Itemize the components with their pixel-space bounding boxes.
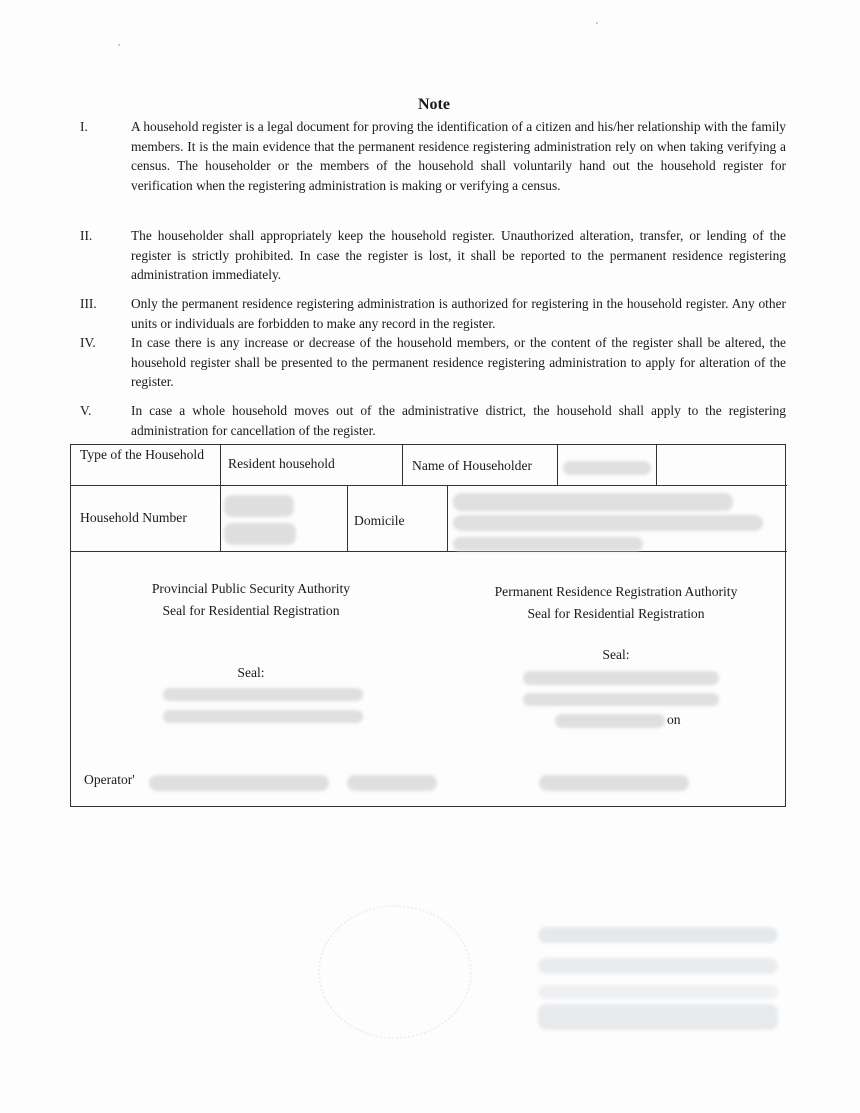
household-number-label: Household Number <box>80 510 187 525</box>
household-type-value: Resident household <box>228 456 335 471</box>
residence-registration-seal-heading <box>451 581 781 625</box>
operator-redacted <box>149 775 329 791</box>
scan-speck <box>596 22 598 24</box>
domicile-redacted <box>453 515 763 531</box>
seal-heading-line: Seal for Residential Registration <box>527 606 705 621</box>
scan-speck <box>118 44 120 46</box>
seal-heading-line: Permanent Residence Registration Authority <box>494 584 738 599</box>
residence-seal-tail: on <box>667 712 681 727</box>
note-number: V. <box>80 403 92 418</box>
translator-block-redacted <box>538 1004 778 1030</box>
table-divider <box>347 485 348 551</box>
public-security-seal-redacted <box>163 688 363 701</box>
table-divider <box>402 445 403 485</box>
residence-seal-redacted <box>523 671 719 685</box>
table-divider <box>71 485 787 486</box>
translator-block-redacted <box>538 985 778 999</box>
public-security-seal-heading <box>111 578 391 622</box>
householder-name-redacted <box>563 461 651 475</box>
operator-redacted <box>539 775 689 791</box>
note-text: The householder shall appropriately keep the household register. Unauthorized alteration, transfer, or lending of the register is strictly prohibited. In case the register is lost, it shall be reported to the permanent residence registering administration immediately. <box>131 228 786 282</box>
domicile-redacted <box>453 493 733 511</box>
note-number: III. <box>80 296 97 311</box>
table-divider <box>447 485 448 551</box>
household-number-redacted <box>224 495 294 517</box>
note-item <box>80 117 786 195</box>
domicile-redacted <box>453 537 643 551</box>
note-text: A household register is a legal document for proving the identification of a citizen and his/her relationship with the family members. It is the main evidence that the permanent residence registering administration rely on when taking verifying a census. The householder or the members of the household shall voluntarily hand out the household register for verification when the registering administration is making or verifying a census. <box>131 119 786 193</box>
public-security-seal-redacted <box>163 710 363 723</box>
householder-name-label: Name of Householder <box>412 458 533 473</box>
note-item <box>80 226 786 285</box>
domicile-label: Domicile <box>354 513 405 528</box>
table-divider <box>220 445 221 551</box>
note-number: IV. <box>80 335 96 350</box>
note-text: In case there is any increase or decrease of the household members, or the content of the register shall be altered, the household register shall be presented to the permanent residence registering administration to apply for alteration of the register. <box>131 335 786 389</box>
table-divider <box>71 551 787 552</box>
seal-heading-line: Provincial Public Security Authority <box>151 581 351 596</box>
page-title: Note <box>418 96 450 113</box>
note-text: Only the permanent residence registering administration is authorized for registering in the household register. Any other units or individuals are forbidden to make any record in the register. <box>131 296 786 331</box>
table-divider <box>656 445 657 485</box>
seal-label: Seal: <box>237 665 265 680</box>
residence-seal-redacted <box>555 714 665 728</box>
household-type-label: Type of the Household <box>80 447 205 462</box>
note-item <box>80 401 786 440</box>
note-text: In case a whole household moves out of the administrative district, the household shall apply to the registering administration for cancellation of the register. <box>131 403 786 438</box>
household-number-redacted <box>224 523 296 545</box>
note-number: II. <box>80 228 93 243</box>
operator-redacted <box>347 775 437 791</box>
note-item <box>80 294 786 333</box>
seal-label: Seal: <box>602 647 630 662</box>
seal-heading-line: Seal for Residential Registration <box>162 603 340 618</box>
table-divider <box>557 445 558 485</box>
household-table <box>70 444 786 807</box>
faint-seal-stamp <box>318 905 472 1039</box>
note-item <box>80 333 786 392</box>
translator-block-redacted <box>538 958 778 974</box>
operator-label: Operator' <box>84 772 135 787</box>
translator-block-redacted <box>538 927 778 943</box>
residence-seal-redacted <box>523 693 719 706</box>
note-number: I. <box>80 119 88 134</box>
